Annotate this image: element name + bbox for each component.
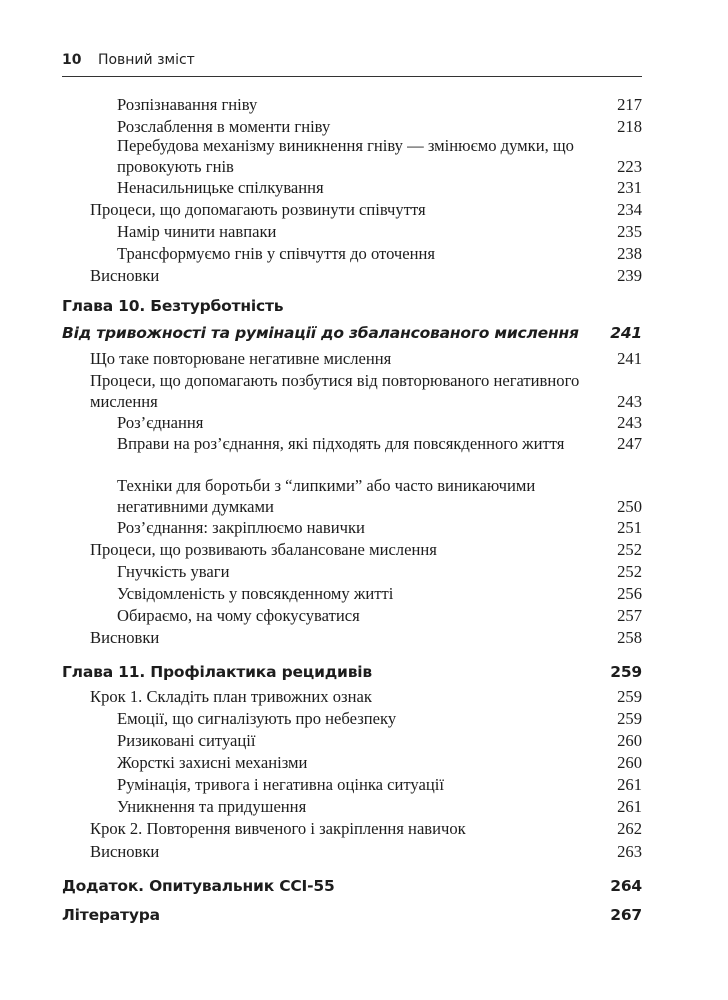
toc-entry [0, 475, 642, 517]
toc-entry [0, 583, 642, 604]
toc-entry [0, 199, 642, 220]
toc-entry-page: 250 [617, 497, 642, 516]
toc-entry [0, 116, 642, 137]
toc-entry-page: 263 [617, 842, 642, 861]
toc-entry [0, 841, 642, 862]
toc-entry-title: Процеси, що розвивають збалансоване мислення [90, 540, 437, 559]
toc-entry [0, 708, 642, 729]
toc-entry [0, 774, 642, 795]
toc-entry [0, 752, 642, 773]
toc-entry-page: 252 [617, 540, 642, 559]
running-head [62, 52, 642, 74]
chapter-page: 259 [610, 663, 642, 681]
toc-entry [0, 370, 642, 412]
toc-entry [0, 730, 642, 751]
toc-entry [0, 177, 642, 198]
toc-entry-page: 259 [617, 687, 642, 706]
chapter-subtitle-text: Від тривожності та румінації до збалансованого мислення [62, 324, 579, 342]
toc-entry [0, 605, 642, 626]
toc-entry [0, 412, 642, 433]
appendix-page: 264 [610, 877, 642, 895]
toc-entry-title: Вправи на роз’єднання, які підходять для повсякденного життя [117, 434, 565, 453]
toc-entry-page: 241 [617, 349, 642, 368]
toc-entry-title: Намір чинити навпаки [117, 222, 277, 241]
toc-entry-title: Розслаблення в моменти гніву [117, 117, 331, 136]
toc-entry-title: Процеси, що допомагають позбутися від повторюваного негативного мислення [90, 371, 580, 411]
toc-entry-page: 260 [617, 753, 642, 772]
toc-entry [0, 539, 642, 560]
toc-entry-title: Емоції, що сигналізують про небезпеку [117, 709, 397, 728]
toc-entry-title: Гнучкість уваги [117, 562, 230, 581]
toc-entry-page: 251 [617, 518, 642, 537]
toc-entry [0, 348, 642, 369]
toc-entry-page: 218 [617, 117, 642, 136]
toc-entry-title: Румінація, тривога і негативна оцінка ситуації [117, 775, 444, 794]
chapter-page: 241 [610, 324, 642, 342]
toc-entry-page: 238 [617, 244, 642, 263]
toc-entry-page: 262 [617, 819, 642, 838]
toc-entry-page: 243 [617, 413, 642, 432]
toc-entry-title: Ненасильницьке спілкування [117, 178, 324, 197]
toc-entry [0, 686, 642, 707]
chapter-subtitle [62, 323, 642, 344]
toc-entry-title: Процеси, що допомагають розвинути співчуття [90, 200, 426, 219]
chapter-heading [62, 662, 642, 683]
bibliography-title: Література [62, 906, 160, 924]
toc-entry-page: 239 [617, 266, 642, 285]
chapter-heading [62, 296, 642, 317]
toc-entry [0, 265, 642, 286]
toc-entry-page: 260 [617, 731, 642, 750]
toc-entry-page: 252 [617, 562, 642, 581]
toc-entry [0, 796, 642, 817]
toc-entry-title: Роз’єднання [117, 413, 204, 432]
toc-entry-title: Роз’єднання: закріплюємо навички [117, 518, 365, 537]
chapter-title: Глава 11. Профілактика рецидивів [62, 663, 373, 681]
toc-entry [0, 221, 642, 242]
appendix-heading [62, 876, 642, 897]
toc-entry [0, 433, 642, 454]
toc-entry [0, 627, 642, 648]
toc-entry-title: Трансформуємо гнів у співчуття до оточення [117, 244, 436, 263]
header-rule [62, 76, 642, 77]
toc-entry-title: Уникнення та придушення [117, 797, 307, 816]
toc-entry-page: 261 [617, 775, 642, 794]
toc-entry [0, 135, 642, 177]
toc-entry-page: 258 [617, 628, 642, 647]
toc-entry-page: 259 [617, 709, 642, 728]
toc-entry-page: 243 [617, 392, 642, 411]
bibliography-page: 267 [610, 906, 642, 924]
toc-entry [0, 517, 642, 538]
toc-entry-title: Розпізнавання гніву [117, 95, 258, 114]
appendix-title: Додаток. Опитувальник CCI-55 [62, 877, 335, 895]
running-head-title: Повний зміст [97, 52, 195, 68]
toc-entry-title: Жорсткі захисні механізми [117, 753, 308, 772]
toc-entry-page: 231 [617, 178, 642, 197]
toc-entry-title: Висновки [90, 628, 160, 647]
toc-entry-page: 257 [617, 606, 642, 625]
running-head-page-number: 10 [62, 52, 82, 68]
toc-entry-page: 261 [617, 797, 642, 816]
toc-entry [0, 818, 642, 839]
toc-entry-title: Що таке повторюване негативне мислення [90, 349, 392, 368]
toc-entry-title: Висновки [90, 842, 160, 861]
toc-entry-title: Ризиковані ситуації [117, 731, 256, 750]
toc-entry-page: 234 [617, 200, 642, 219]
toc-entry-title: Висновки [90, 266, 160, 285]
toc-entry-title: Крок 1. Складіть план тривожних ознак [90, 687, 372, 706]
toc-entry-page: 247 [617, 434, 642, 453]
toc-entry-title: Крок 2. Повторення вивченого і закріплення навичок [90, 819, 466, 838]
bibliography-heading [62, 905, 642, 926]
toc-entry-page: 235 [617, 222, 642, 241]
toc-entry-title: Усвідомленість у повсякденному житті [117, 584, 394, 603]
toc-entry-page: 217 [617, 95, 642, 114]
toc-entry-title: Обираємо, на чому сфокусуватися [117, 606, 360, 625]
toc-entry [0, 94, 642, 115]
toc-entry-title: Техніки для боротьби з “липкими” або часто виникаючими негативними думками [117, 476, 536, 516]
toc-entry [0, 561, 642, 582]
toc-entry-title: Перебудова механізму виникнення гніву — змінюємо думки, що провокують гнів [117, 136, 574, 176]
toc-entry-page: 256 [617, 584, 642, 603]
toc-entry [0, 243, 642, 264]
chapter-title: Глава 10. Безтурботність [62, 297, 284, 315]
toc-entry-page: 223 [617, 157, 642, 176]
